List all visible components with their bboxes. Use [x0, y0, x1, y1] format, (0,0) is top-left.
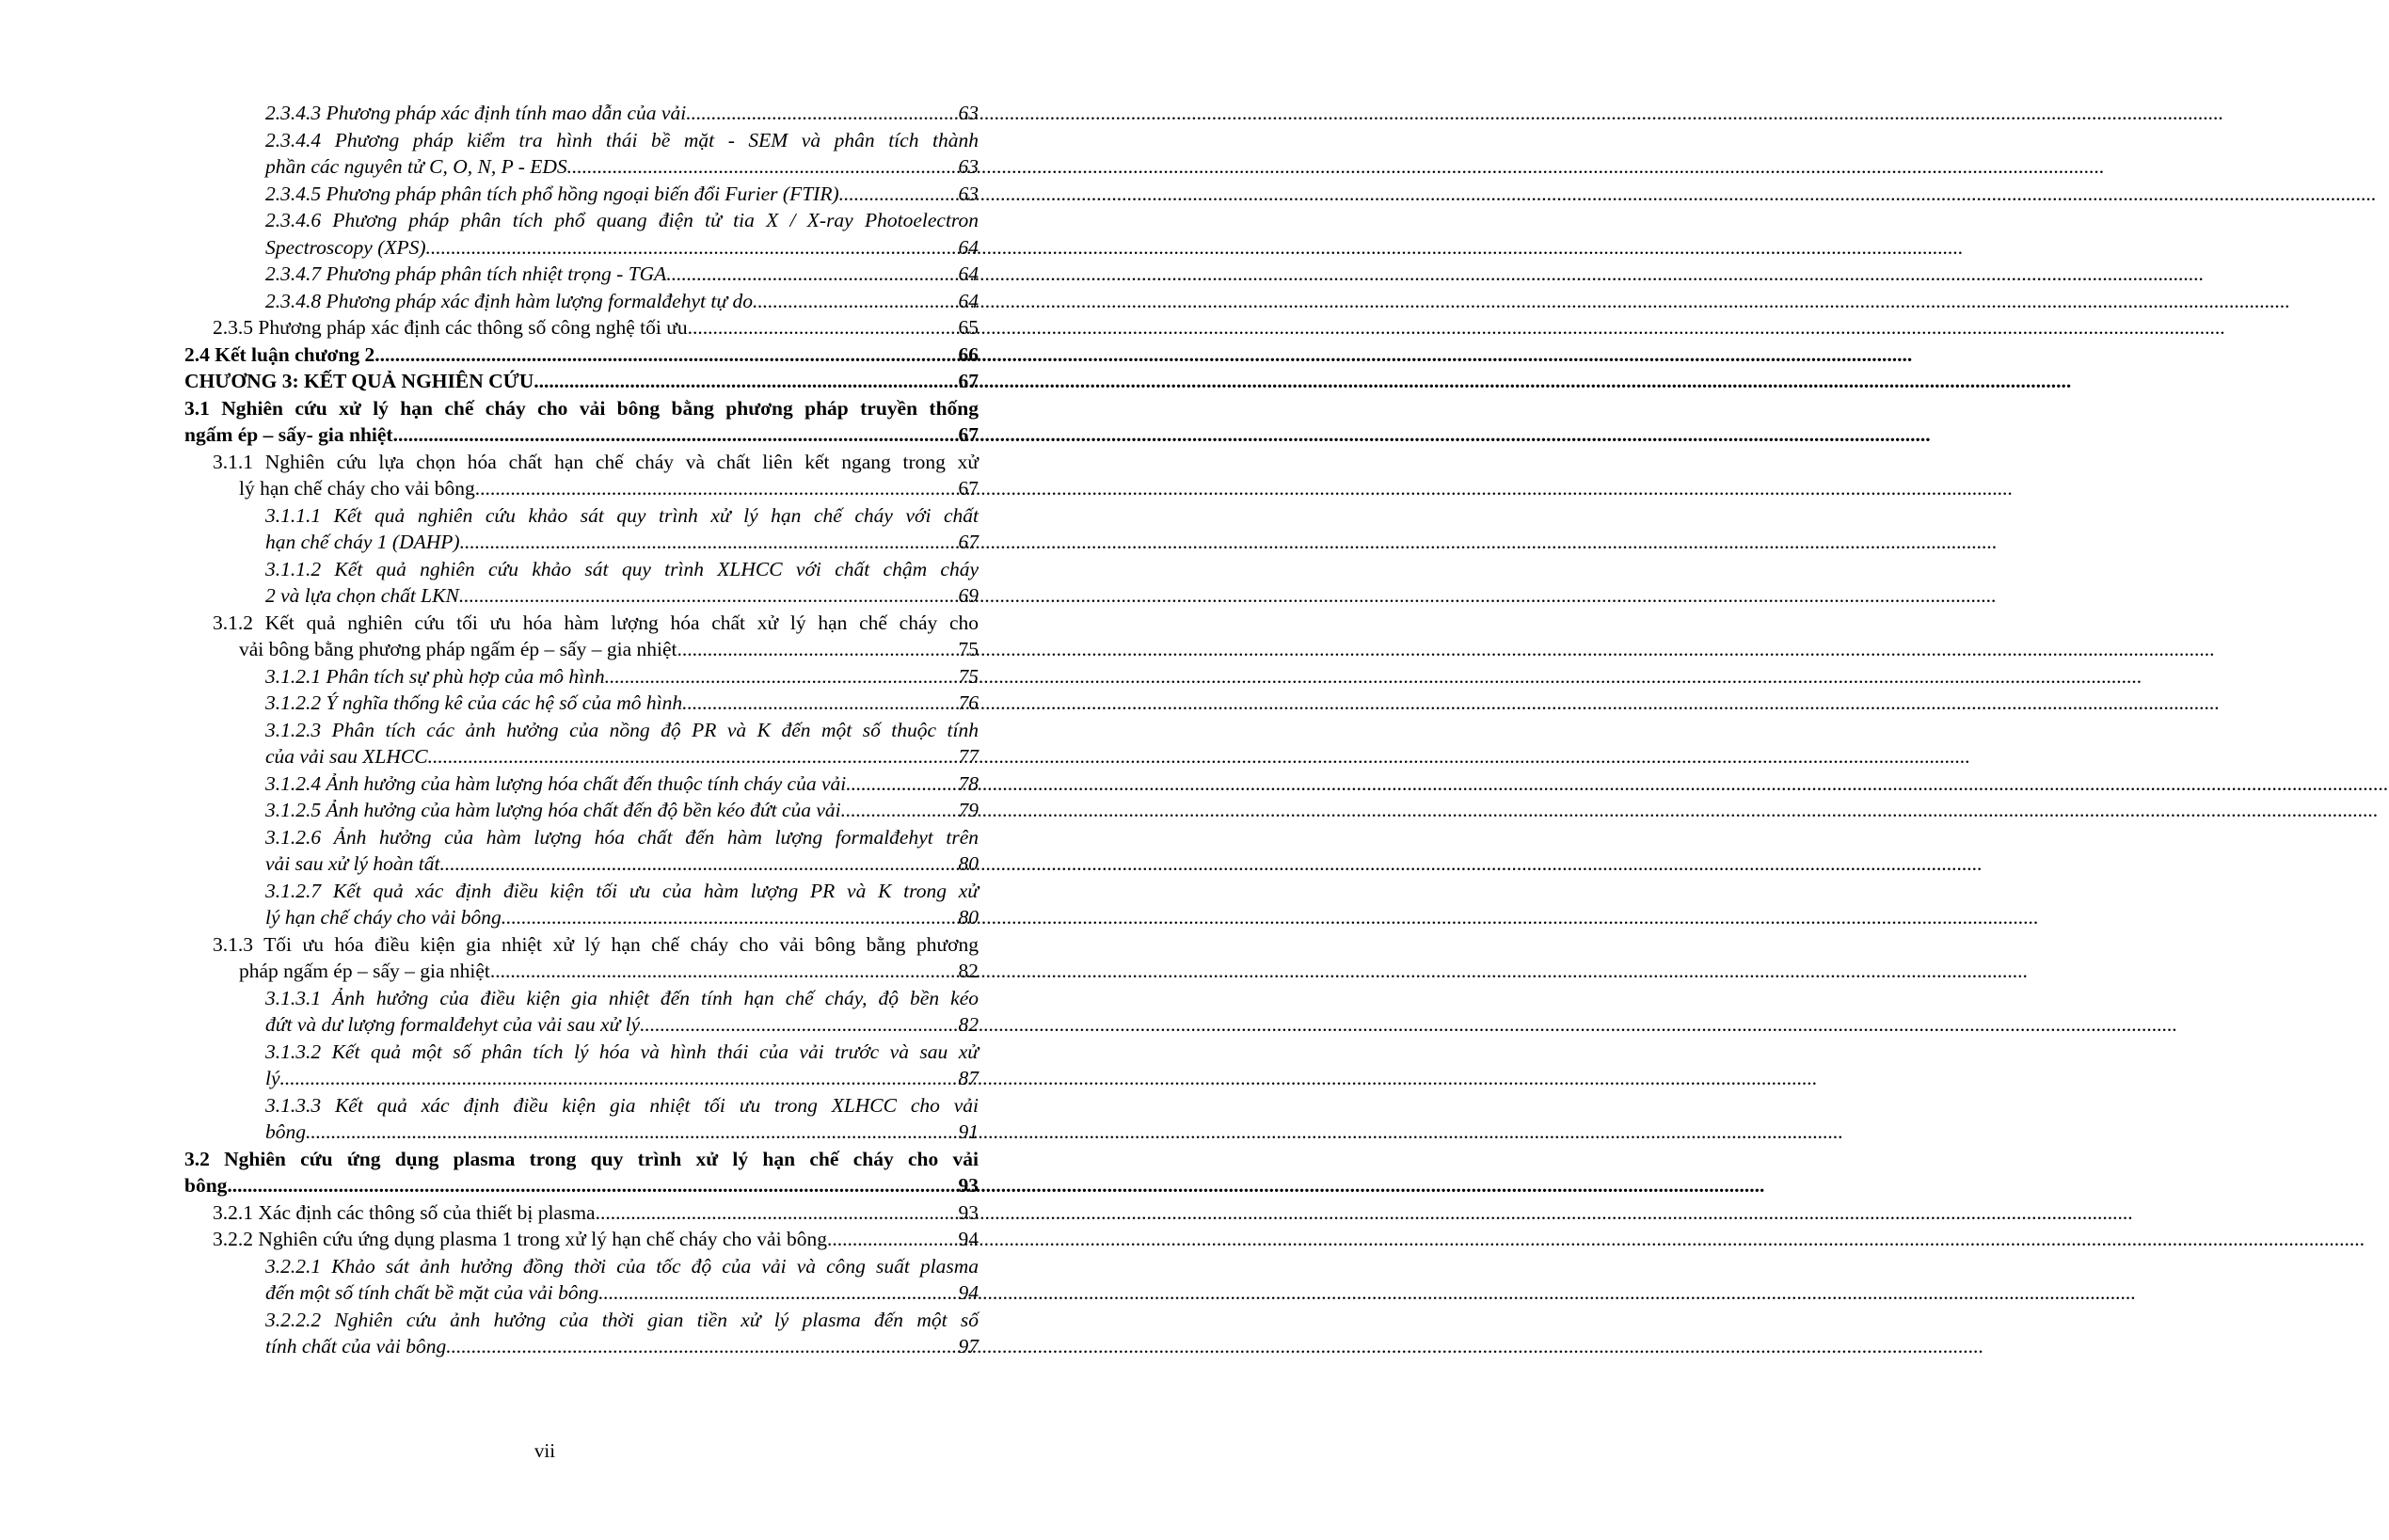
toc-entry-3-1-1-2[interactable]: 3.1.1.2 Kết quả nghiên cứu khảo sát quy trình XLHCC với chất chậm cháy [265, 557, 979, 580]
toc-entry-3-1-2[interactable]: 3.1.2 Kết quả nghiên cứu tối ưu hóa hàm lượng hóa chất xử lý hạn chế cháy cho [213, 611, 979, 634]
toc-entry-2-3-4-4-cont[interactable]: phần các nguyên tử C, O, N, P - EDS ..... 63 [184, 153, 979, 181]
page-number: vii [534, 1439, 556, 1462]
toc-entry-3-1-2-6[interactable]: 3.1.2.6 Ảnh hưởng của hàm lượng hóa chất đến hàm lượng formalđehyt trên [265, 825, 979, 849]
toc-entry-3-2-1[interactable]: 3.2.1 Xác định các thông số của thiết bị plasma ..... 93 [184, 1199, 979, 1227]
toc-entry-3-1-3-1[interactable]: 3.1.3.1 Ảnh hưởng của điều kiện gia nhiệt đến tính hạn chế cháy, độ bền kéo [265, 986, 979, 1009]
toc-entry-3-2-2-2[interactable]: 3.2.2.2 Nghiên cứu ảnh hưởng của thời gian tiền xử lý plasma đến một số [265, 1308, 979, 1331]
toc-entry-2-3-4-6[interactable]: 2.3.4.6 Phương pháp phân tích phổ quang điện tử tia X / X-ray Photoelectron [265, 209, 979, 231]
toc-entry-3-1-1-1-cont[interactable]: hạn chế cháy 1 (DAHP) ..... 67 [184, 529, 979, 556]
document-page [0, 0, 1090, 1540]
toc-entry-3-1-2-2[interactable]: 3.1.2.2 Ý nghĩa thống kê của các hệ số của mô hình ..... 76 [184, 690, 979, 717]
toc-entry-3-1-1-2-cont[interactable]: 2 và lựa chọn chất LKN ..... 69 [184, 582, 979, 610]
toc-entry-3-1-3[interactable]: 3.1.3 Tối ưu hóa điều kiện gia nhiệt xử lý hạn chế cháy cho vải bông bằng phương [213, 932, 979, 956]
toc-entry-2-3-4-4[interactable]: 2.3.4.4 Phương pháp kiểm tra hình thái bề mặt - SEM và phân tích thành [265, 128, 979, 151]
toc-entry-3-2-2-1[interactable]: 3.2.2.1 Khảo sát ảnh hưởng đồng thời của tốc độ của vải và công suất plasma [265, 1254, 979, 1278]
toc-entry-3-1-2-3[interactable]: 3.1.2.3 Phân tích các ảnh hưởng của nồng độ PR và K đến một số thuộc tính [265, 718, 979, 741]
toc-entry-3-2-2-1-cont[interactable]: đến một số tính chất bề mặt của vải bông ..... 94 [184, 1279, 979, 1307]
toc-entry-3-1-3-2-cont[interactable]: lý ..... 87 [184, 1065, 979, 1092]
toc-entry-3-1-2-7[interactable]: 3.1.2.7 Kết quả xác định điều kiện tối ưu của hàm lượng PR và K trong xử [265, 879, 979, 902]
toc-entry-3-1[interactable]: 3.1 Nghiên cứu xử lý hạn chế cháy cho vải bông bằng phương pháp truyền thống [184, 396, 979, 420]
toc-entry-3-1-1-1[interactable]: 3.1.1.1 Kết quả nghiên cứu khảo sát quy trình xử lý hạn chế cháy với chất [265, 503, 979, 527]
toc-entry-3-1-3-3-cont[interactable]: bông ..... 91 [184, 1119, 979, 1146]
toc-entry-3-2-2-2-cont[interactable]: tính chất của vải bông ..... 97 [184, 1333, 979, 1360]
toc-entry-2-3-4-5[interactable]: 2.3.4.5 Phương pháp phân tích phổ hồng ngoại biến đổi Furier (FTIR) ..... 63 [184, 181, 979, 208]
toc-entry-3-1-3-cont[interactable]: pháp ngấm ép – sấy – gia nhiệt ..... 82 [184, 958, 979, 985]
toc-entry-3-1-1[interactable]: 3.1.1 Nghiên cứu lựa chọn hóa chất hạn chế cháy và chất liên kết ngang trong xử [213, 450, 979, 473]
toc-entry-2-4[interactable]: 2.4 Kết luận chương 2 ..... 66 [184, 341, 979, 369]
toc-entry-chapter-3[interactable]: CHƯƠNG 3: KẾT QUẢ NGHIÊN CỨU ..... 67 [184, 368, 979, 395]
toc-entry-3-1-2-1[interactable]: 3.1.2.1 Phân tích sự phù hợp của mô hình ..... 75 [184, 663, 979, 691]
toc-entry-3-1-1-cont[interactable]: lý hạn chế cháy cho vải bông ..... 67 [184, 475, 979, 502]
table-of-contents [184, 100, 979, 1360]
toc-entry-3-1-2-5[interactable]: 3.1.2.5 Ảnh hưởng của hàm lượng hóa chất đến độ bền kéo đứt của vải ..... 79 [184, 797, 979, 824]
toc-entry-2-3-4-8[interactable]: 2.3.4.8 Phương pháp xác định hàm lượng formalđehyt tự do ..... 64 [184, 288, 979, 315]
toc-entry-2-3-5[interactable]: 2.3.5 Phương pháp xác định các thông số công nghệ tối ưu ..... 65 [184, 314, 979, 341]
toc-entry-3-1-3-1-cont[interactable]: đứt và dư lượng formalđehyt của vải sau xử lý ..... 82 [184, 1011, 979, 1039]
toc-entry-3-1-2-cont[interactable]: vải bông bằng phương pháp ngấm ép – sấy – gia nhiệt ..... 75 [184, 636, 979, 663]
toc-entry-3-1-cont[interactable]: ngấm ép – sấy- gia nhiệt ..... 67 [184, 421, 979, 449]
toc-entry-3-1-2-4[interactable]: 3.1.2.4 Ảnh hưởng của hàm lượng hóa chất đến thuộc tính cháy của vải. ..... 78 [184, 770, 979, 798]
toc-entry-3-1-2-7-cont[interactable]: lý hạn chế cháy cho vải bông ..... 80 [184, 904, 979, 931]
toc-entry-2-3-4-7[interactable]: 2.3.4.7 Phương pháp phân tích nhiệt trọng - TGA ..... 64 [184, 261, 979, 288]
toc-entry-3-2[interactable]: 3.2 Nghiên cứu ứng dụng plasma trong quy trình xử lý hạn chế cháy cho vải [184, 1147, 979, 1170]
toc-entry-3-1-3-3[interactable]: 3.1.3.3 Kết quả xác định điều kiện gia nhiệt tối ưu trong XLHCC cho vải [265, 1093, 979, 1117]
toc-entry-2-3-4-6-cont[interactable]: Spectroscopy (XPS) ..... 64 [184, 234, 979, 262]
toc-entry-2-3-4-3[interactable]: 2.3.4.3 Phương pháp xác định tính mao dẫn của vải ..... 63 [184, 100, 979, 127]
toc-entry-3-1-2-3-cont[interactable]: của vải sau XLHCC. ..... 77 [184, 743, 979, 770]
toc-entry-3-2-2[interactable]: 3.2.2 Nghiên cứu ứng dụng plasma 1 trong xử lý hạn chế cháy cho vải bông ..... 94 [184, 1226, 979, 1253]
toc-entry-3-1-3-2[interactable]: 3.1.3.2 Kết quả một số phân tích lý hóa và hình thái của vải trước và sau xử [265, 1040, 979, 1063]
toc-entry-3-1-2-6-cont[interactable]: vải sau xử lý hoàn tất. ..... 80 [184, 850, 979, 878]
toc-entry-3-2-cont[interactable]: bông ..... 93 [184, 1172, 979, 1199]
